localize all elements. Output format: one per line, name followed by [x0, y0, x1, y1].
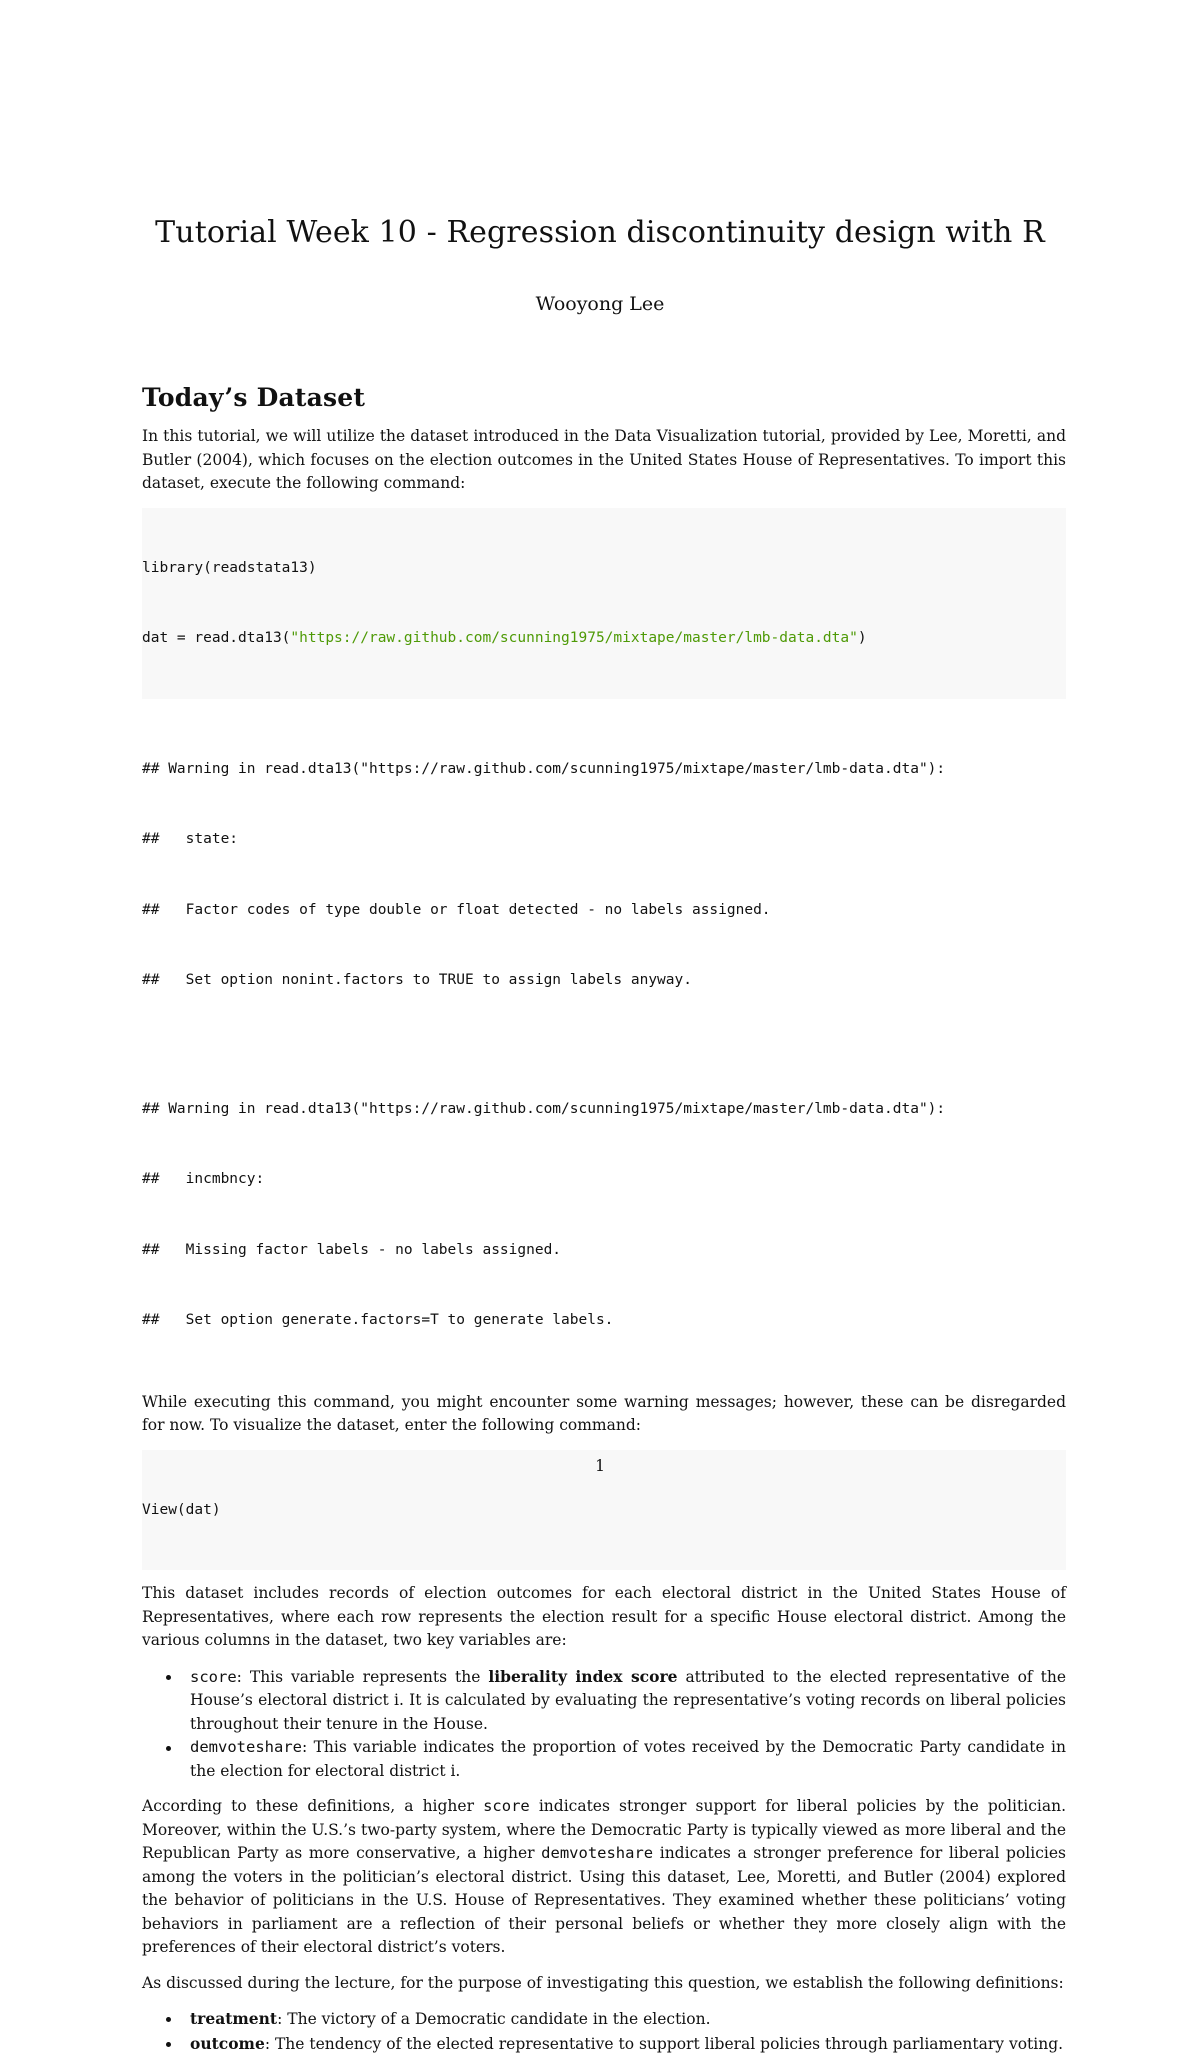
output-line: ## Warning in read.dta13("https://raw.github.com/scunning1975/mixtape/master/lmb-data.dta"):: [142, 1100, 946, 1117]
text-run: indicates a stronger preference for liberal policies among the voters in the politician’s electoral district. Using this dataset, Lee, Moretti, and Butler (2004) explored the behavior of politicians in the U.S. House of Representatives. They examined whether these politicians’ voting behaviors in parliament are a reflection of their personal beliefs or whether they more closely align with the preferences of their electoral district’s voters.: [142, 1844, 1066, 1956]
text-run: According to these definitions, a higher: [142, 1797, 484, 1815]
warning-output-2: [142, 1051, 1066, 1380]
inline-code: score: [483, 1797, 530, 1815]
output-line: ## Factor codes of type double or float detected - no labels assigned.: [142, 901, 771, 918]
output-line: ## Set option generate.factors=T to generate labels.: [142, 1312, 614, 1328]
list-item: [142, 1736, 1066, 1783]
code-line: View(dat): [142, 1501, 221, 1518]
output-line: ## Missing factor labels - no labels assigned.: [142, 1241, 562, 1258]
output-line: ## incmbncy:: [142, 1171, 265, 1187]
list-item: [142, 2007, 1066, 2032]
page-title: Tutorial Week 10 - Regression discontinuity design with R: [155, 215, 1045, 250]
list-item-text: : The victory of a Democratic candidate in the election.: [277, 2010, 711, 2028]
output-line: ## Set option nonint.factors to TRUE to assign labels anyway.: [142, 972, 692, 988]
definitions-list: [142, 2007, 1066, 2056]
list-item-text: attributed to the elected representative of the House’s electoral district i. It is calculated by evaluating the representative’s voting records on liberal policies throughout their tenure in the House.: [190, 1667, 1066, 1733]
code-line: [142, 627, 1066, 651]
code-token: dat = read.dta13(: [142, 630, 291, 646]
bold-term: outcome: [190, 2033, 265, 2053]
bold-term: liberality index score: [488, 1666, 678, 1686]
code-string-literal: "https://raw.github.com/scunning1975/mixtape/master/lmb-data.dta": [290, 630, 858, 646]
list-item-text: : The tendency of the elected representative to support liberal policies through parliamentary voting.: [264, 2034, 1064, 2053]
code-token: ): [857, 630, 867, 646]
author-name: Wooyong Lee: [535, 293, 665, 315]
inline-code: demvoteshare: [541, 1844, 654, 1862]
bullet-icon: [166, 2017, 171, 2022]
output-line: ## state:: [142, 831, 239, 847]
section-heading: Today’s Dataset: [142, 383, 366, 412]
code-line: library(readstata13): [142, 559, 317, 576]
list-item: [142, 1665, 1066, 1737]
bullet-icon: [166, 1746, 171, 1751]
list-item: [142, 2032, 1066, 2057]
list-item-text: : This variable represents the: [236, 1667, 489, 1686]
intro-paragraph: In this tutorial, we will utilize the dataset introduced in the Data Visualization tutorial, provided by Lee, Moretti, and Butler (2004), which focuses on the election outcomes in the United States House of Representatives. To import this dataset, execute the following command:: [142, 427, 1066, 492]
warning-output-1: [142, 711, 1066, 1040]
document-body: [142, 382, 1066, 2068]
variable-name: score: [190, 1667, 237, 1686]
paragraph-definitions-discussion: [142, 1795, 1066, 1960]
bold-term: treatment: [190, 2009, 278, 2028]
list-item-text: : This variable indicates the proportion of votes received by the Democratic Party candidate in the election for electoral district i.: [190, 1738, 1066, 1780]
paragraph-lecture-note: As discussed during the lecture, for the purpose of investigating this question, we establish the following definitions:: [142, 1973, 1064, 1992]
text-run: indicates stronger support for liberal policies by the politician. Moreover, within the U.S.’s two-party system, where the Democratic Party is typically viewed as more liberal and the Republican Party as more conservative, a higher: [142, 1797, 1066, 1862]
variables-list: [142, 1665, 1066, 1784]
bullet-icon: [166, 2042, 171, 2047]
bullet-icon: [166, 1675, 171, 1680]
output-line: ## Warning in read.dta13("https://raw.github.com/scunning1975/mixtape/master/lmb-data.dta"):: [142, 760, 946, 777]
paragraph-warnings-note: While executing this command, you might encounter some warning messages; however, these can be disregarded for now. To visualize the dataset, enter the following command:: [142, 1392, 1066, 1434]
page-number: 1: [595, 1457, 605, 1475]
variable-name: demvoteshare: [190, 1738, 302, 1756]
paragraph-dataset-description: This dataset includes records of election outcomes for each electoral district in the United States House of Representatives, where each row represents the election result for a specific House electoral district. Among the various columns in the dataset, two key variables are:: [142, 1584, 1066, 1649]
code-block-import[interactable]: [142, 508, 1066, 699]
